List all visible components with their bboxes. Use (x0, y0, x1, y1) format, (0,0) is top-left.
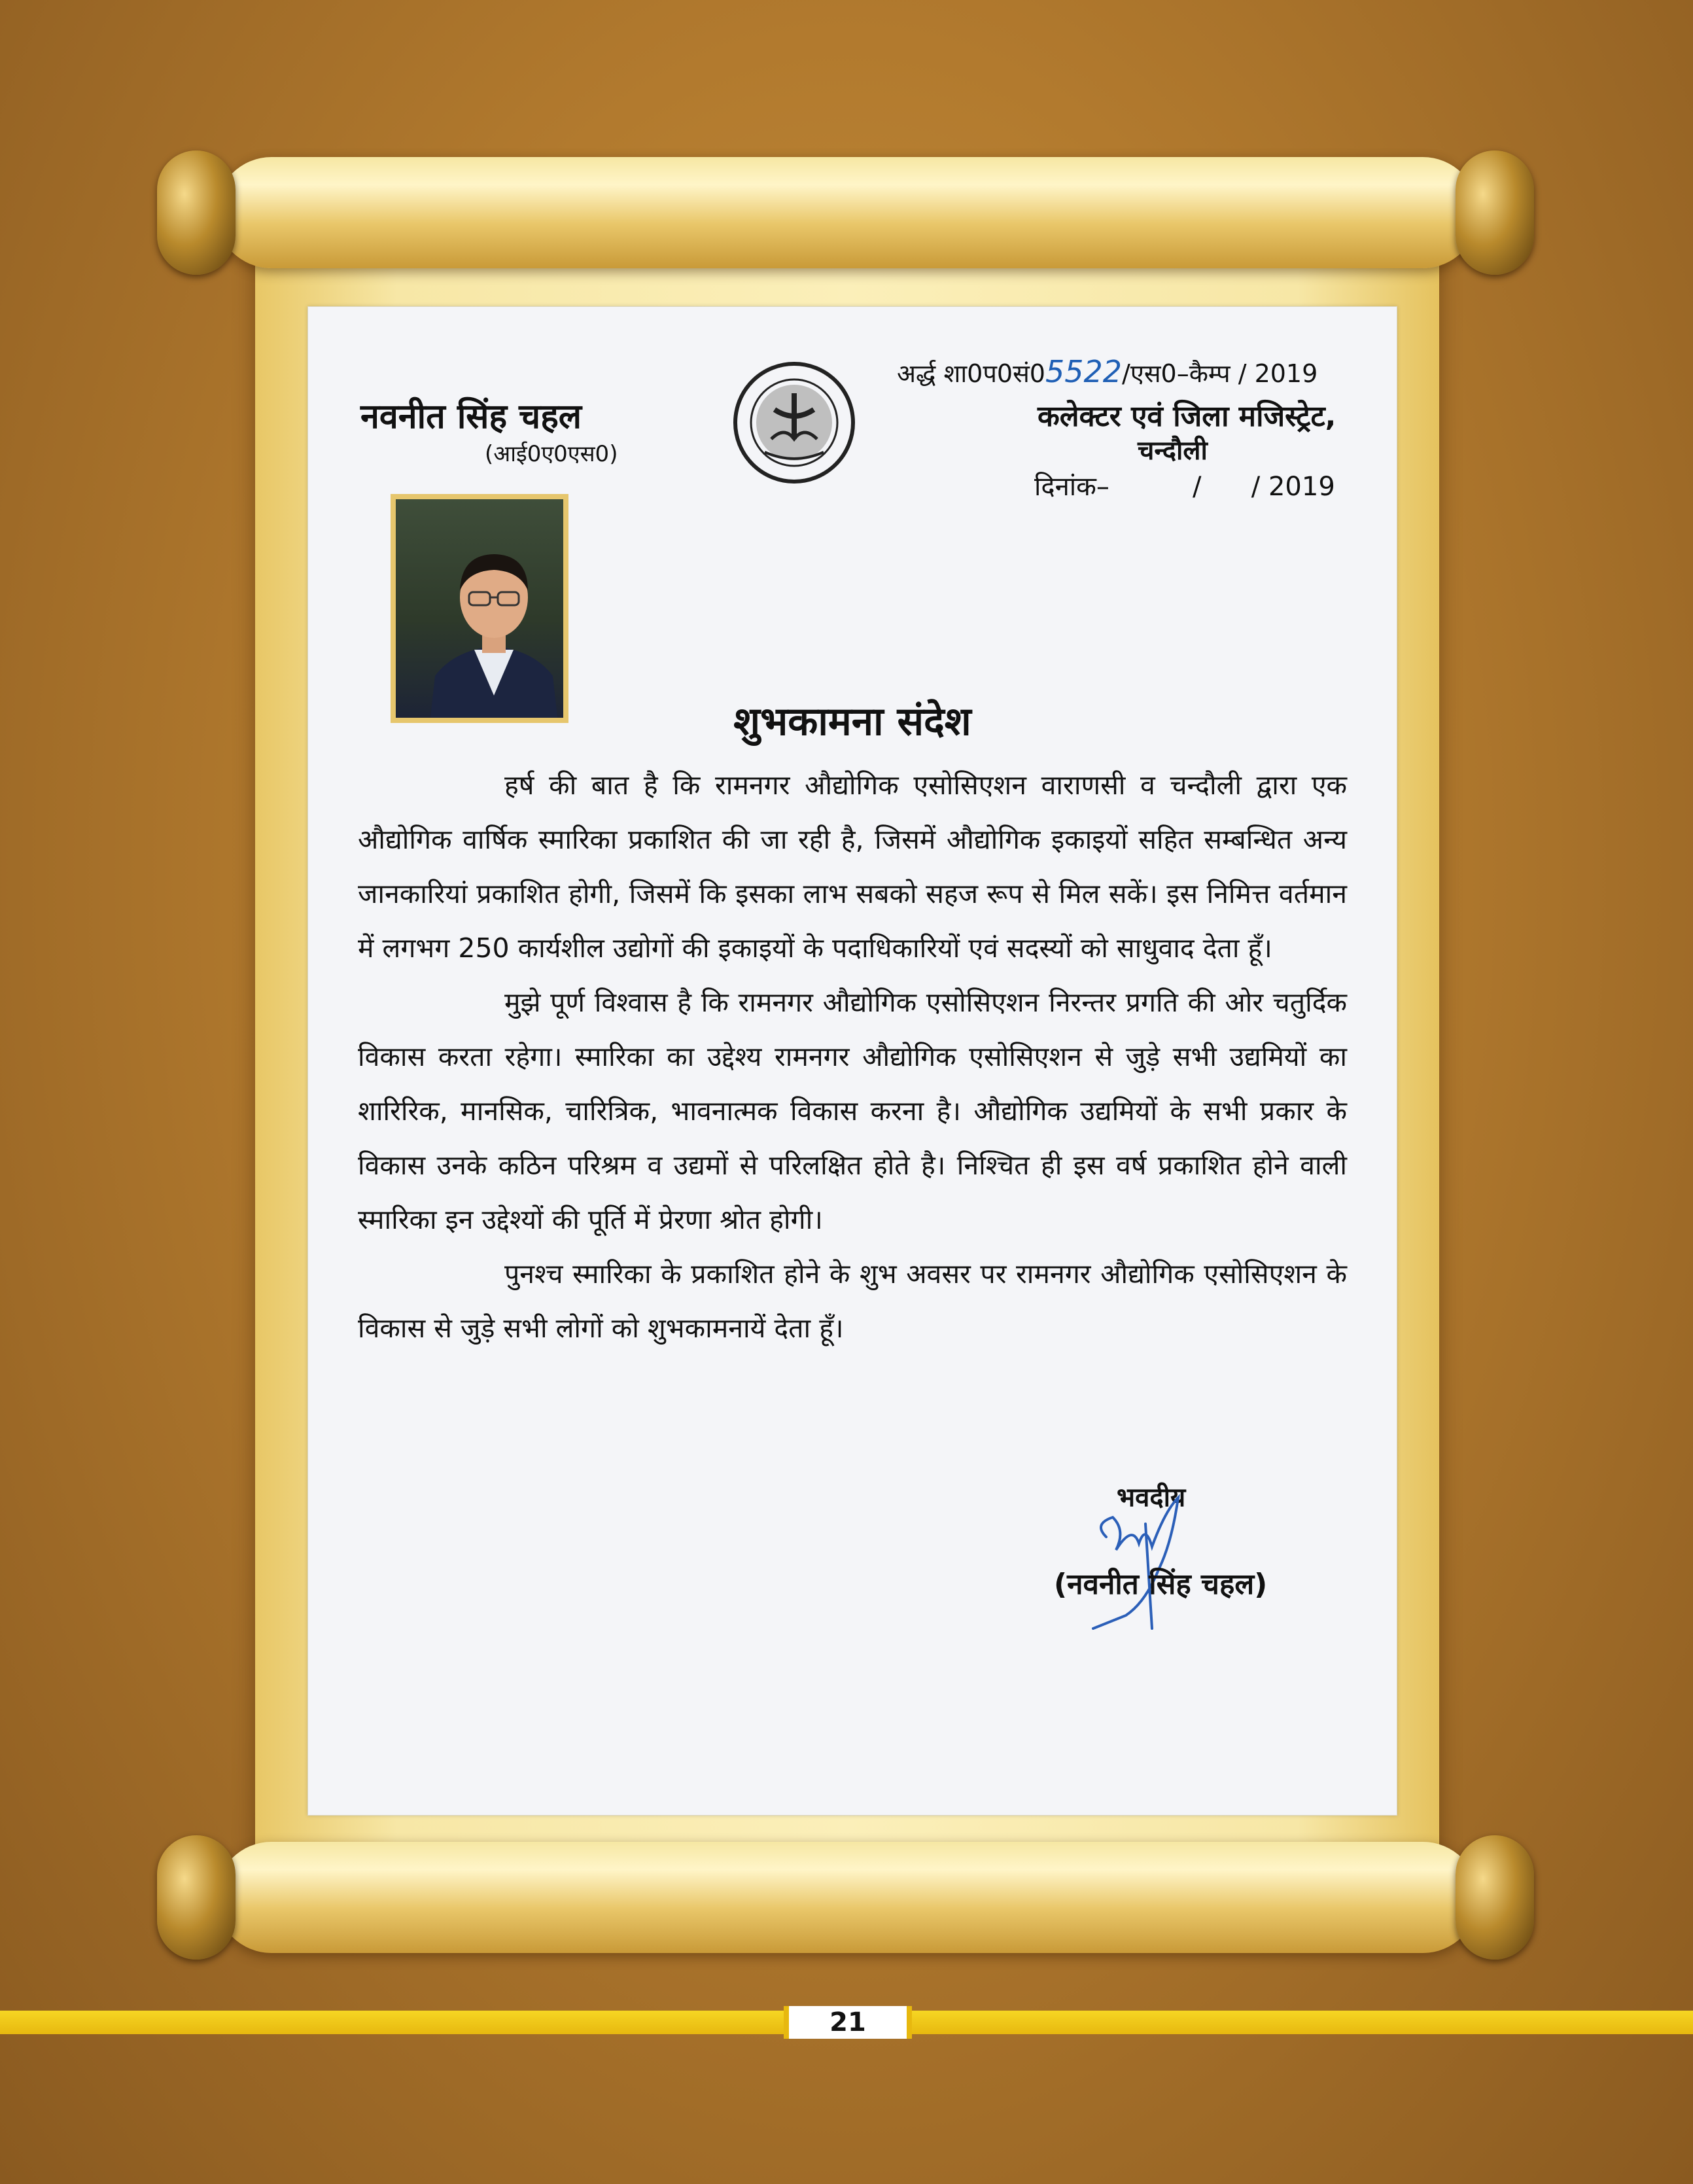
closing-salutation: भवदीय (1117, 1483, 1186, 1513)
sender-name: नवनीत सिंह चहल (360, 397, 582, 436)
scroll-knob-bottom-left (157, 1835, 236, 1960)
scroll-knob-top-left (157, 150, 236, 275)
reference-suffix: /एस0–कैम्प / 2019 (1122, 359, 1318, 388)
date-line: दिनांक– / / 2019 (1034, 472, 1335, 502)
scroll-top-roller (216, 157, 1478, 268)
sender-service: (आई0ए0एस0) (485, 441, 618, 467)
portrait-photo (396, 499, 563, 718)
body-paragraph-1: हर्ष की बात है कि रामनगर औद्योगिक एसोसिएशन वाराणसी व चन्दौली द्वारा एक औद्योगिक वार्षिक स्मारिका प्रकाशित की जा रही है, जिसमें औद्योगिक इकाइयों सहित सम्बन्धित अन्य जानकारियां प्रकाशित होगी, जिसमें कि इसका लाभ सबको सहज रूप से मिल सकें। इस निमित्त वर्तमान में लगभग 250 कार्यशील उद्योगों की इकाइयों के पदाधिकारियों एवं सदस्यों को साधुवाद देता हूँ। (358, 769, 1347, 964)
reference-number: 5522 (1045, 354, 1123, 389)
portrait-photo-frame (391, 494, 568, 723)
letter-sheet (307, 306, 1397, 1816)
up-government-emblem-icon (732, 361, 856, 485)
handwritten-signature (1080, 1485, 1224, 1635)
office-title: कलेक्टर एवं जिला मजिस्ट्रेट, (1038, 400, 1336, 433)
body-paragraph-3: पुनश्च स्मारिका के प्रकाशित होने के शुभ अवसर पर रामनगर औद्योगिक एसोसिएशन के विकास से जुड़े सभी लोगों को शुभकामनायें देता हूँ। (358, 1258, 1347, 1344)
scroll-knob-bottom-right (1456, 1835, 1534, 1960)
message-heading: शुभकामना संदेश (733, 699, 971, 745)
scroll-knob-top-right (1456, 150, 1534, 275)
page-number: 21 (784, 2006, 912, 2039)
scroll-bottom-roller (216, 1842, 1478, 1953)
reference-prefix: अर्द्ध शा0प0सं0 (897, 359, 1045, 388)
person-portrait-icon (428, 545, 559, 718)
message-body (358, 758, 1347, 1356)
body-paragraph-2: मुझे पूर्ण विश्वास है कि रामनगर औद्योगिक एसोसिएशन निरन्तर प्रगति की ओर चतुर्दिक विकास करता रहेगा। स्मारिका का उद्देश्य रामनगर औद्योगिक एसोसिएशन से जुड़े सभी उद्यमियों का शारिरिक, मानसिक, चारित्रिक, भावनात्मक विकास करना है। औद्योगिक उद्यमियों के सभी प्रकार के विकास उनके कठिन परिश्रम व उद्यमों से परिलक्षित होते है। निश्चित ही इस वर्ष प्रकाशित होने वाली स्मारिका इन उद्देश्यों की पूर्ति में प्रेरणा श्रोत होगी। (358, 987, 1347, 1235)
office-place: चन्दौली (1138, 436, 1208, 466)
signer-name: (नवनीत सिंह चहल) (1054, 1568, 1268, 1601)
reference-number-line (897, 354, 1318, 390)
